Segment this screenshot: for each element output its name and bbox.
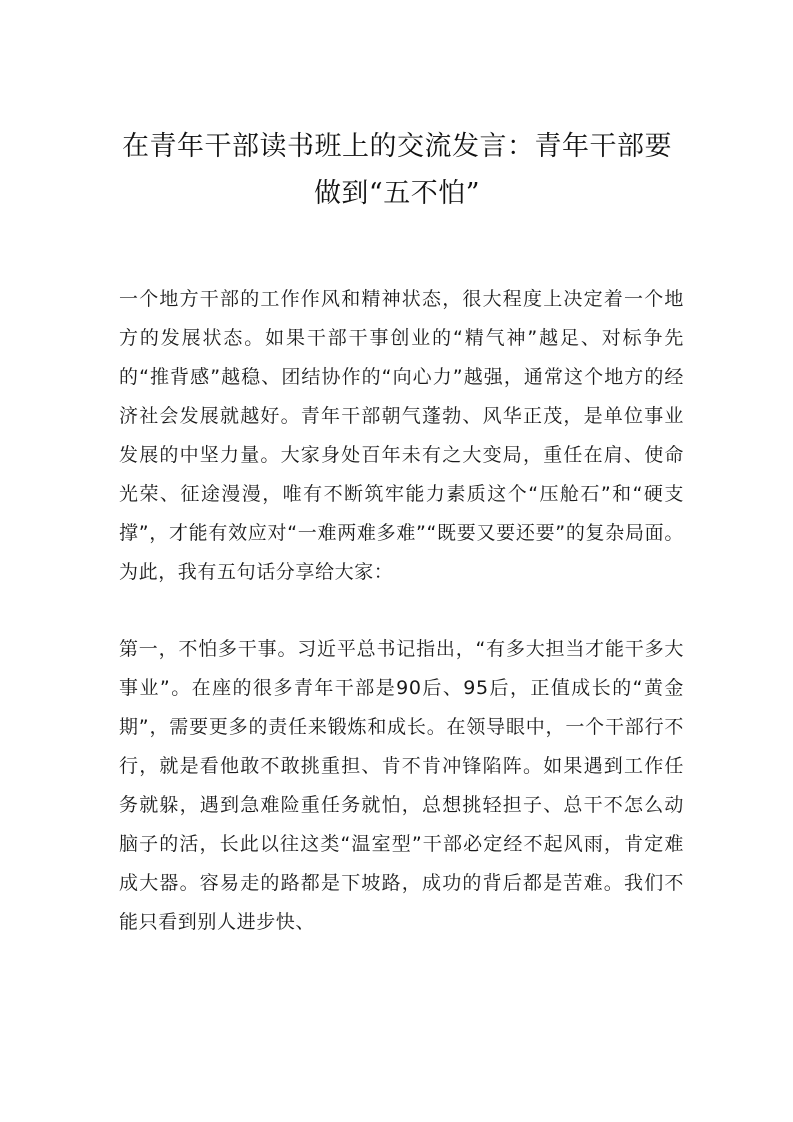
document-body: [119, 280, 684, 942]
paragraph-intro: 一个地方干部的工作作风和精神状态，很大程度上决定着一个地方的发展状态。如果干部干事创业的“精气神”越足、对标争先的“推背感”越稳、团结协作的“向心力”越强，通常这个地方的经济社会发展就越好。青年干部朝气蓬勃、风华正茂，是单位事业发展的中坚力量。大家身处百年未有之大变局，重任在肩、使命光荣、征途漫漫，唯有不断筑牢能力素质这个“压舱石”和“硬支撑”，才能有效应对“一难两难多难”“既要又要还要”的复杂局面。为此，我有五句话分享给大家：: [119, 288, 684, 583]
paragraph-first-point: 第一，不怕多干事。习近平总书记指出，“有多大担当才能干多大事业”。在座的很多青年干部是90后、95后，正值成长的“黄金期”，需要更多的责任来锻炼和成长。在领导眼中，一个干部行不行，就是看他敢不敢挑重担、肯不肯冲锋陷阵。如果遇到工作任务就躲，遇到急难险重任务就怕，总想挑轻担子、总干不怎么动脑子的活，长此以往这类“温室型”干部必定经不起风雨，肯定难成大器。容易走的路都是下坡路，成功的背后都是苦难。我们不能只看到别人进步快、: [119, 638, 684, 933]
document-title: 在青年干部读书班上的交流发言：青年干部要做到“五不怕”: [122, 131, 672, 209]
